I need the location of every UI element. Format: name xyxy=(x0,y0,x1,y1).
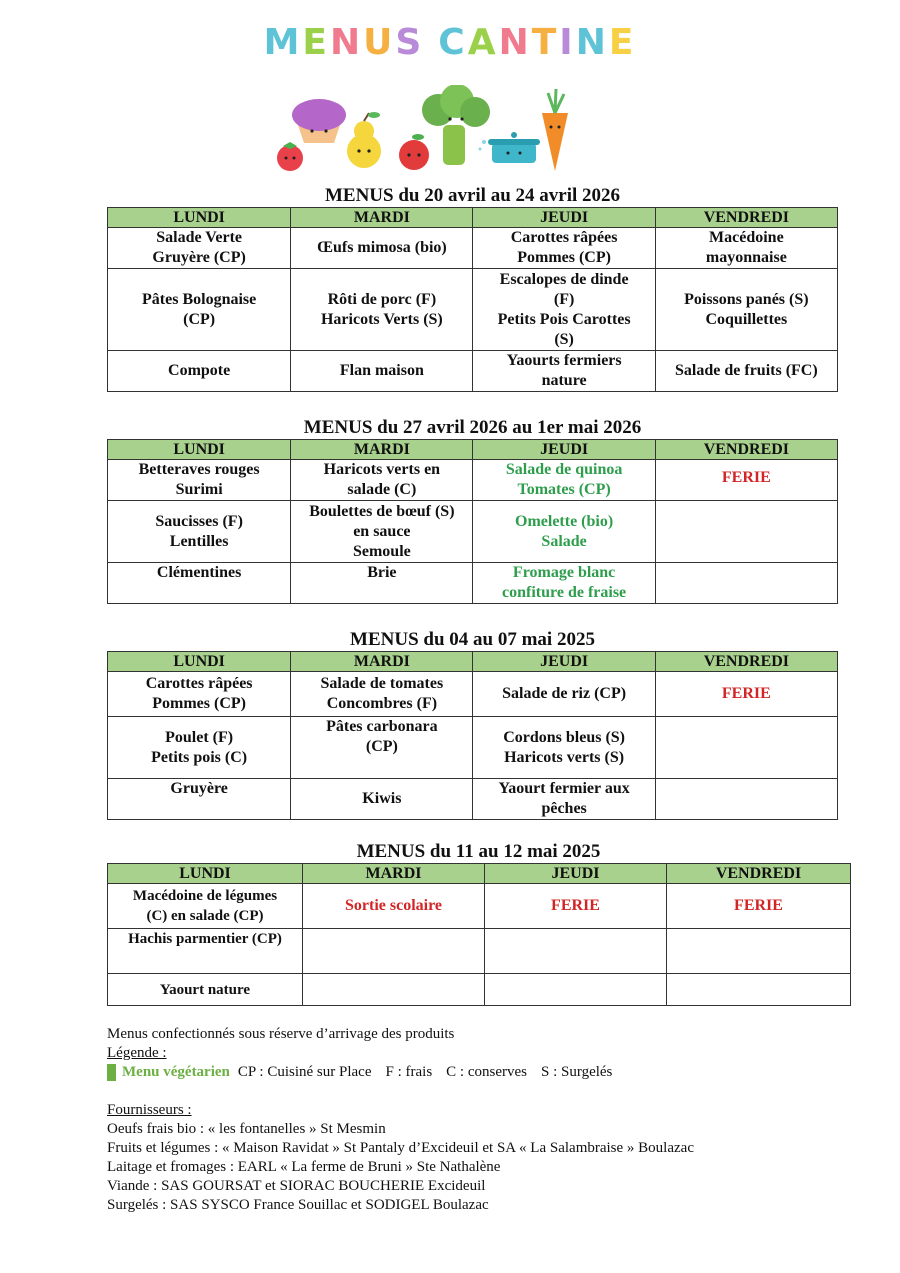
main-course-row xyxy=(108,929,851,974)
dish-line: Yaourt nature xyxy=(159,981,251,998)
dish-line: Petits pois (C) xyxy=(151,748,248,766)
supplier-line: Laitage et fromages : EARL « La ferme de Bruni » Ste Nathalène xyxy=(107,1159,501,1175)
starter-row xyxy=(108,884,851,929)
title-letter: A xyxy=(467,22,499,63)
menu-cell xyxy=(108,884,303,929)
header-jeudi: JEUDI xyxy=(473,208,655,228)
menu-cell xyxy=(473,501,655,563)
dish-line: FERIE xyxy=(551,897,600,914)
menu-cell xyxy=(655,563,837,604)
dish-line: Saucisses (F) xyxy=(155,512,243,530)
carrot-icon xyxy=(542,89,568,171)
week-title: MENUS du 04 au 07 mai 2025 xyxy=(350,629,595,650)
dish-line: Omelette (bio) xyxy=(515,512,614,530)
menu-cell xyxy=(473,563,655,604)
tomato-icon xyxy=(277,142,303,171)
day-header-row xyxy=(108,652,838,672)
apple-icon xyxy=(399,134,429,170)
header-lundi: LUNDI xyxy=(108,208,291,228)
dish-line: (CP) xyxy=(183,310,216,328)
menu-cell xyxy=(473,228,655,269)
legend-item: C : conserves xyxy=(446,1064,527,1080)
dish-line: Yaourt fermier aux xyxy=(498,780,630,797)
starter-row xyxy=(108,228,838,269)
dish-line: Poulet (F) xyxy=(165,728,234,746)
supplier-line: Surgelés : SAS SYSCO France Souillac et SODIGEL Boulazac xyxy=(107,1197,489,1213)
menu-cell xyxy=(485,929,667,974)
menu-cell xyxy=(291,672,473,717)
day-header-row xyxy=(108,208,838,228)
dish-line: Gruyère xyxy=(170,780,228,797)
menu-cell xyxy=(108,974,303,1006)
legend-item: F : frais xyxy=(385,1064,433,1080)
header-mardi: MARDI xyxy=(291,652,473,672)
dish-line: Pâtes carbonara xyxy=(326,718,438,735)
menu-table xyxy=(107,207,838,392)
dish-line: Kiwis xyxy=(362,790,402,807)
dish-line: Gruyère (CP) xyxy=(152,249,246,266)
supplier-line: Oeufs frais bio : « les fontanelles » St Mesmin xyxy=(107,1121,386,1137)
holiday-cell xyxy=(485,884,667,929)
dish-line: Petits Pois Carottes xyxy=(497,310,631,328)
dish-line: Macédoine de légumes xyxy=(132,888,278,904)
header-jeudi: JEUDI xyxy=(473,440,655,460)
dish-line: Compote xyxy=(168,362,231,379)
title-letter: U xyxy=(363,22,396,63)
menu-cell xyxy=(473,672,655,717)
dessert-row xyxy=(108,779,838,820)
menu-cell xyxy=(473,779,655,820)
menu-cell xyxy=(667,974,851,1006)
dish-line: Haricots Verts (S) xyxy=(320,310,443,328)
header-vendredi: VENDREDI xyxy=(667,864,851,884)
menu-cell xyxy=(655,717,837,779)
dish-line: (S) xyxy=(554,330,574,348)
week-2-menu xyxy=(107,417,838,604)
dish-line: Hachis parmentier (CP) xyxy=(128,931,282,947)
menu-cell xyxy=(291,563,473,604)
menu-table xyxy=(107,863,851,1006)
availability-note: Menus confectionnés sous réserve d’arrivage des produits xyxy=(107,1026,455,1042)
menu-cell xyxy=(108,779,291,820)
dish-line: (CP) xyxy=(365,738,398,755)
menu-cell xyxy=(655,228,837,269)
menu-cell xyxy=(655,269,837,351)
header-mardi: MARDI xyxy=(303,864,485,884)
menu-cell xyxy=(655,501,837,563)
title-letter: N xyxy=(498,22,532,63)
week-title: MENUS du 27 avril 2026 au 1er mai 2026 xyxy=(303,417,642,438)
header-vendredi: VENDREDI xyxy=(655,440,837,460)
menu-cell xyxy=(108,929,303,974)
supplier-line: Fruits et légumes : « Maison Ravidat » St Pantaly d’Excideuil et SA « La Salambraise » Boulazac xyxy=(107,1140,694,1156)
dish-line: (C) en salade (CP) xyxy=(146,908,264,924)
dish-line: en sauce xyxy=(353,522,411,540)
dish-line: Pommes (CP) xyxy=(152,695,246,712)
legend xyxy=(107,1063,867,1082)
starter-row xyxy=(108,672,838,717)
title-letter: E xyxy=(302,22,330,63)
main-course-row xyxy=(108,717,838,779)
main-course-row xyxy=(108,269,838,351)
menu-cell xyxy=(667,929,851,974)
title-letter: N xyxy=(329,22,364,63)
header-lundi: LUNDI xyxy=(108,652,291,672)
dish-line: Carottes râpées xyxy=(510,229,618,246)
dish-line: Tomates (CP) xyxy=(517,481,611,498)
menu-cell xyxy=(108,501,291,563)
week-4-menu xyxy=(107,841,850,1006)
dish-line: FERIE xyxy=(721,685,771,702)
title-letter: N xyxy=(575,22,609,63)
menu-cell xyxy=(473,717,655,779)
header-jeudi: JEUDI xyxy=(473,652,655,672)
menu-cell xyxy=(291,228,473,269)
dish-line: Salade Verte xyxy=(156,229,243,246)
dish-line: Haricots verts en xyxy=(323,461,441,478)
dish-line: Surimi xyxy=(175,481,223,498)
dish-line: Carottes râpées xyxy=(145,675,253,692)
title-letter: T xyxy=(531,22,560,63)
menu-table xyxy=(107,651,838,820)
dish-line: Salade de fruits (FC) xyxy=(675,362,818,379)
footer-notes xyxy=(107,1025,867,1215)
header-vendredi: VENDREDI xyxy=(655,208,837,228)
legend-item: CP : Cuisiné sur Place xyxy=(237,1064,372,1080)
menu-cell xyxy=(291,351,473,392)
menu-table xyxy=(107,439,838,604)
dish-line: Rôti de porc (F) xyxy=(327,290,437,308)
dish-line: Salade xyxy=(541,532,587,550)
header-mardi: MARDI xyxy=(291,440,473,460)
dish-line: Yaourts fermiers xyxy=(506,352,622,369)
dish-line: FERIE xyxy=(734,897,783,914)
header-mardi: MARDI xyxy=(291,208,473,228)
holiday-cell xyxy=(667,884,851,929)
page-title xyxy=(0,22,900,63)
dish-line: mayonnaise xyxy=(705,249,787,266)
pear-icon xyxy=(347,112,381,168)
legend-title: Légende : xyxy=(107,1045,167,1061)
menu-cell xyxy=(108,717,291,779)
dish-line: Cordons bleus (S) xyxy=(503,728,625,746)
menu-cell xyxy=(108,672,291,717)
dessert-row xyxy=(108,563,838,604)
dish-line: Boulettes de bœuf (S) xyxy=(309,502,455,520)
supplier-line: Viande : SAS GOURSAT et SIORAC BOUCHERIE Excideuil xyxy=(107,1178,486,1194)
dish-line: (F) xyxy=(553,290,575,308)
dish-line: Poissons panés (S) xyxy=(684,290,809,308)
header-lundi: LUNDI xyxy=(108,440,291,460)
day-header-row xyxy=(108,440,838,460)
cupcake-icon xyxy=(292,99,346,143)
dessert-row xyxy=(108,351,838,392)
header-vendredi: VENDREDI xyxy=(655,652,837,672)
dish-line: Betteraves rouges xyxy=(138,461,260,478)
cooking-pot-icon xyxy=(479,132,541,163)
legend-item: S : Surgelés xyxy=(541,1064,613,1080)
menu-cell xyxy=(108,460,291,501)
dessert-row xyxy=(108,974,851,1006)
menu-cell xyxy=(655,779,837,820)
dish-line: Flan maison xyxy=(339,362,424,379)
menu-cell xyxy=(473,269,655,351)
title-letter: S xyxy=(395,22,425,63)
menu-cell xyxy=(303,929,485,974)
menu-cell xyxy=(108,351,291,392)
week-title: MENUS du 20 avril au 24 avril 2026 xyxy=(324,185,621,206)
header-jeudi: JEUDI xyxy=(485,864,667,884)
title-letter: E xyxy=(608,22,637,63)
dish-line: pêches xyxy=(541,800,587,817)
menu-cell xyxy=(291,779,473,820)
menu-cell xyxy=(303,974,485,1006)
dish-line: Clémentines xyxy=(156,564,242,581)
menu-cell xyxy=(108,269,291,351)
menu-cell xyxy=(291,460,473,501)
broccoli-icon xyxy=(422,85,490,165)
menu-cell xyxy=(485,974,667,1006)
dish-line: Salade de riz (CP) xyxy=(502,685,627,702)
dish-line: Salade de quinoa xyxy=(505,461,623,478)
dish-line: FERIE xyxy=(721,469,771,486)
dish-line: Salade de tomates xyxy=(320,675,444,692)
week-1-menu xyxy=(107,185,838,392)
title-letter: I xyxy=(559,22,576,63)
main-course-row xyxy=(108,501,838,563)
day-header-row xyxy=(108,864,851,884)
event-cell xyxy=(303,884,485,929)
dish-line: Brie xyxy=(367,564,397,581)
title-letter: M xyxy=(263,22,303,63)
dish-line: Pommes (CP) xyxy=(517,249,611,266)
menu-cell xyxy=(291,269,473,351)
menu-cell xyxy=(655,351,837,392)
header-lundi: LUNDI xyxy=(108,864,303,884)
menu-cell xyxy=(108,563,291,604)
dish-line: Escalopes de dinde xyxy=(499,270,629,288)
dish-line: Fromage blanc xyxy=(512,564,616,581)
dish-line: salade (C) xyxy=(347,481,417,498)
dish-line: Haricots verts (S) xyxy=(504,748,625,766)
menu-cell xyxy=(473,351,655,392)
holiday-cell xyxy=(655,672,837,717)
week-3-menu xyxy=(107,629,838,820)
dish-line: Macédoine xyxy=(709,229,784,246)
vegetarian-marker-icon xyxy=(107,1064,116,1081)
dish-line: confiture de fraise xyxy=(502,584,627,601)
dish-line: Œufs mimosa (bio) xyxy=(316,239,447,256)
dish-line: Concombres (F) xyxy=(326,695,438,712)
menu-cell xyxy=(291,501,473,563)
legend-vegetarian: Menu végétarien xyxy=(122,1064,230,1080)
starter-row xyxy=(108,460,838,501)
dish-line: Lentilles xyxy=(169,532,229,550)
dish-line: Sortie scolaire xyxy=(344,897,442,914)
menu-cell xyxy=(108,228,291,269)
menu-cell xyxy=(473,460,655,501)
menu-cell xyxy=(291,717,473,779)
week-title: MENUS du 11 au 12 mai 2025 xyxy=(356,841,601,862)
dish-line: Semoule xyxy=(352,542,411,560)
dish-line: Pâtes Bolognaise xyxy=(142,290,257,308)
fruits-vegetables-illustration xyxy=(270,85,590,175)
holiday-cell xyxy=(655,460,837,501)
title-letter: C xyxy=(438,22,468,63)
suppliers-title: Fournisseurs : xyxy=(107,1102,192,1118)
dish-line: Coquillettes xyxy=(705,310,788,328)
dish-line: nature xyxy=(541,372,587,389)
